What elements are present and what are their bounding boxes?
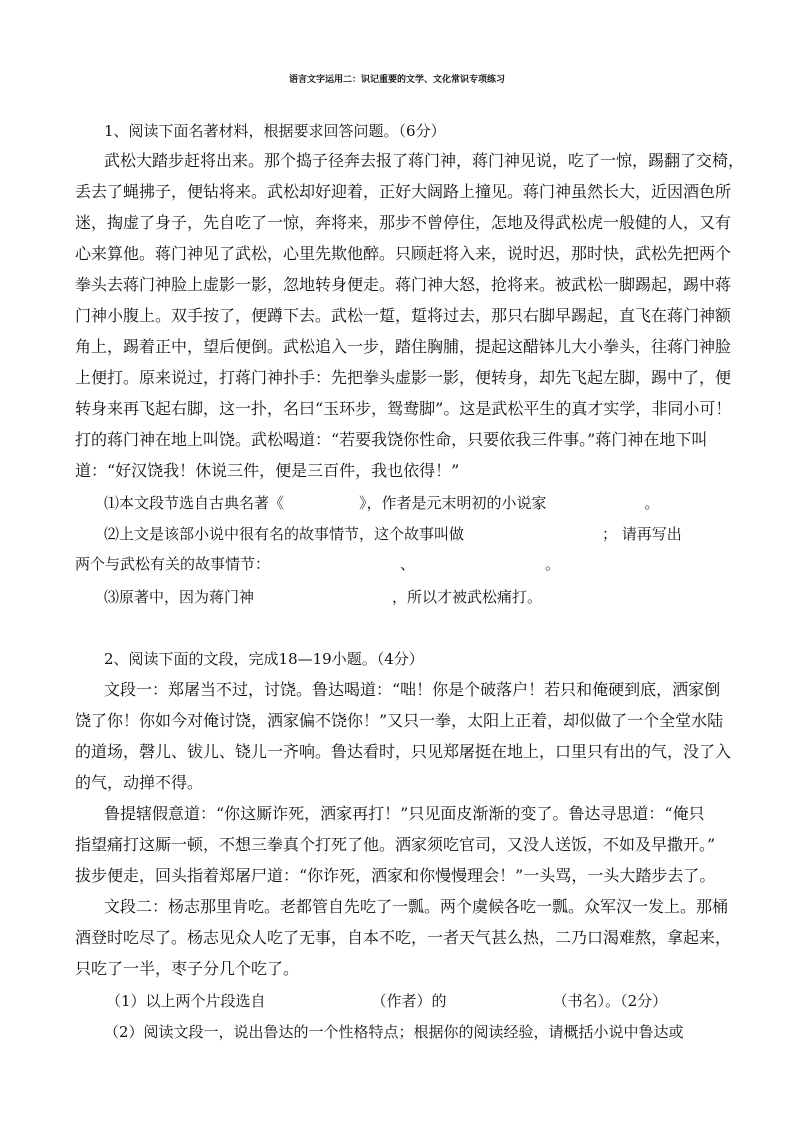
question-2-sub-2: （2）阅读文段一，说出鲁达的一个性格特点；根据你的阅读经验，请概括小说中鲁达或: [104, 1023, 684, 1041]
prompt-text: 》，作者是元末明初的小说家: [359, 494, 547, 512]
prompt-text: ⑴本文段节选自古典名著《: [104, 494, 285, 512]
prompt-text: ⑵上文是该部小说中很有名的故事情节，这个故事叫做: [104, 525, 465, 543]
question-1-heading: 1、阅读下面名著材料，根据要求回答问题。（6分）: [104, 122, 446, 140]
question-2-sub-1: [106, 990, 726, 1012]
passage-line: 道：“好汉饶我！休说三件，便是三百件，我也依得！”: [75, 461, 460, 480]
prompt-text: ，所以才被武松痛打。: [392, 588, 543, 606]
passage-line: 指望痛打这厮一顿，不想三拳真个打死了他。洒家须吃官司，又没人送饭，不如及早撒开。”: [75, 835, 716, 854]
passage-line: 拳头去蒋门神脸上虚影一影，忽地转身便走。蒋门神大怒，抢将来。被武松一脚踢起，踢中蒋: [75, 275, 732, 294]
prompt-text: （作者）的: [371, 992, 447, 1010]
page-title: 语言文字运用二：识记重要的文学、文化常识专项练习: [288, 75, 505, 85]
passage-line: 饶了你！你如今对俺讨饶，洒家偏不饶你！”又只一拳，太阳上正着，却似做了一个全堂水陆: [75, 711, 724, 730]
prompt-text: ； 请再写出: [602, 525, 682, 543]
passage-line: 心来算他。蒋门神见了武松，心里先欺他醉。只顾赶将入来，说时迟，那时快，武松先把两个: [75, 244, 732, 263]
passage-line: 拔步便走，回头指着郑屠尸道：“你诈死，洒家和你慢慢理会！”一头骂，一头大踏步去了。: [75, 866, 716, 885]
prompt-text: 、: [400, 555, 416, 573]
passage-line: 迷，掏虚了身子，先自吃了一惊，奔将来，那步不曾停住，怎地及得武松虎一般健的人，又有: [75, 213, 732, 232]
question-1-sub-3: [104, 586, 724, 608]
question-1-sub-2: [104, 523, 724, 545]
prompt-text: 。: [545, 555, 561, 573]
passage-line: 角上，踢着正中，望后便倒。武松追入一步，踏住胸脯，提起这醋钵儿大小拳头，往蒋门神脸: [75, 337, 732, 356]
passage-line: 文段一：郑屠当不过，讨饶。鲁达喝道：“咄！你是个破落户！若只和俺硬到底，洒家倒: [104, 680, 721, 699]
passage-line: 打的蒋门神在地上叫饶。武松喝道：“若要我饶你性命，只要依我三件事。”蒋门神在地下叫: [75, 430, 708, 449]
prompt-text: ⑶原著中，因为蒋门神: [104, 588, 255, 606]
prompt-text: 。: [644, 494, 660, 512]
passage-line: 的气，动掸不得。: [75, 773, 204, 792]
passage-line: 只吃了一半，枣子分几个吃了。: [75, 959, 300, 978]
passage-line: 文段二：杨志那里肯吃。老都管自先吃了一瓢。两个虞候各吃一瓢。众军汉一发上。那桶: [104, 897, 729, 916]
passage-line: 武松大踏步赶将出来。那个捣子径奔去报了蒋门神，蒋门神见说，吃了一惊，踢翻了交椅，: [104, 151, 745, 170]
passage-line: 酒登时吃尽了。杨志见众人吃了无事，自本不吃，一者天气甚么热，二乃口渴难熬，拿起来，: [75, 928, 732, 947]
question-1-sub-1: [104, 492, 724, 514]
passage-line: 的道场，磬儿、钹儿、铙儿一齐响。鲁达看时，只见郑屠挺在地上，口里只有出的气，没了入: [75, 742, 732, 761]
passage-line: 丢去了蝇拂子，便钻将来。武松却好迎着，正好大阔路上撞见。蒋门神虽然长大，近因酒色所: [75, 182, 732, 201]
question-1-sub-2-continued: [75, 553, 695, 575]
prompt-text: 两个与武松有关的故事情节：: [75, 555, 271, 573]
passage-line: 门神小腹上。双手按了，便蹲下去。武松一踅，踅将过去，那只右脚早踢起，直飞在蒋门神额: [75, 306, 732, 325]
passage-line: 鲁提辖假意道：“你这厮诈死，洒家再打！”只见面皮渐渐的变了。鲁达寻思道：“俺只: [104, 804, 705, 823]
prompt-text: （1）以上两个片段选自: [106, 992, 266, 1010]
prompt-text: （书名）。（2分）: [552, 992, 668, 1010]
passage-line: 转身来再飞起右脚，这一扑，名曰“玉环步，鸳鸯脚”。这是武松平生的真才实学，非同小可！: [75, 399, 732, 418]
passage-line: 上便打。原来说过，打蒋门神扑手：先把拳头虚影一影，便转身，却先飞起左脚，踢中了，便: [75, 368, 732, 387]
question-2-heading: 2、阅读下面的文段，完成18—19小题。（4分）: [104, 650, 424, 668]
